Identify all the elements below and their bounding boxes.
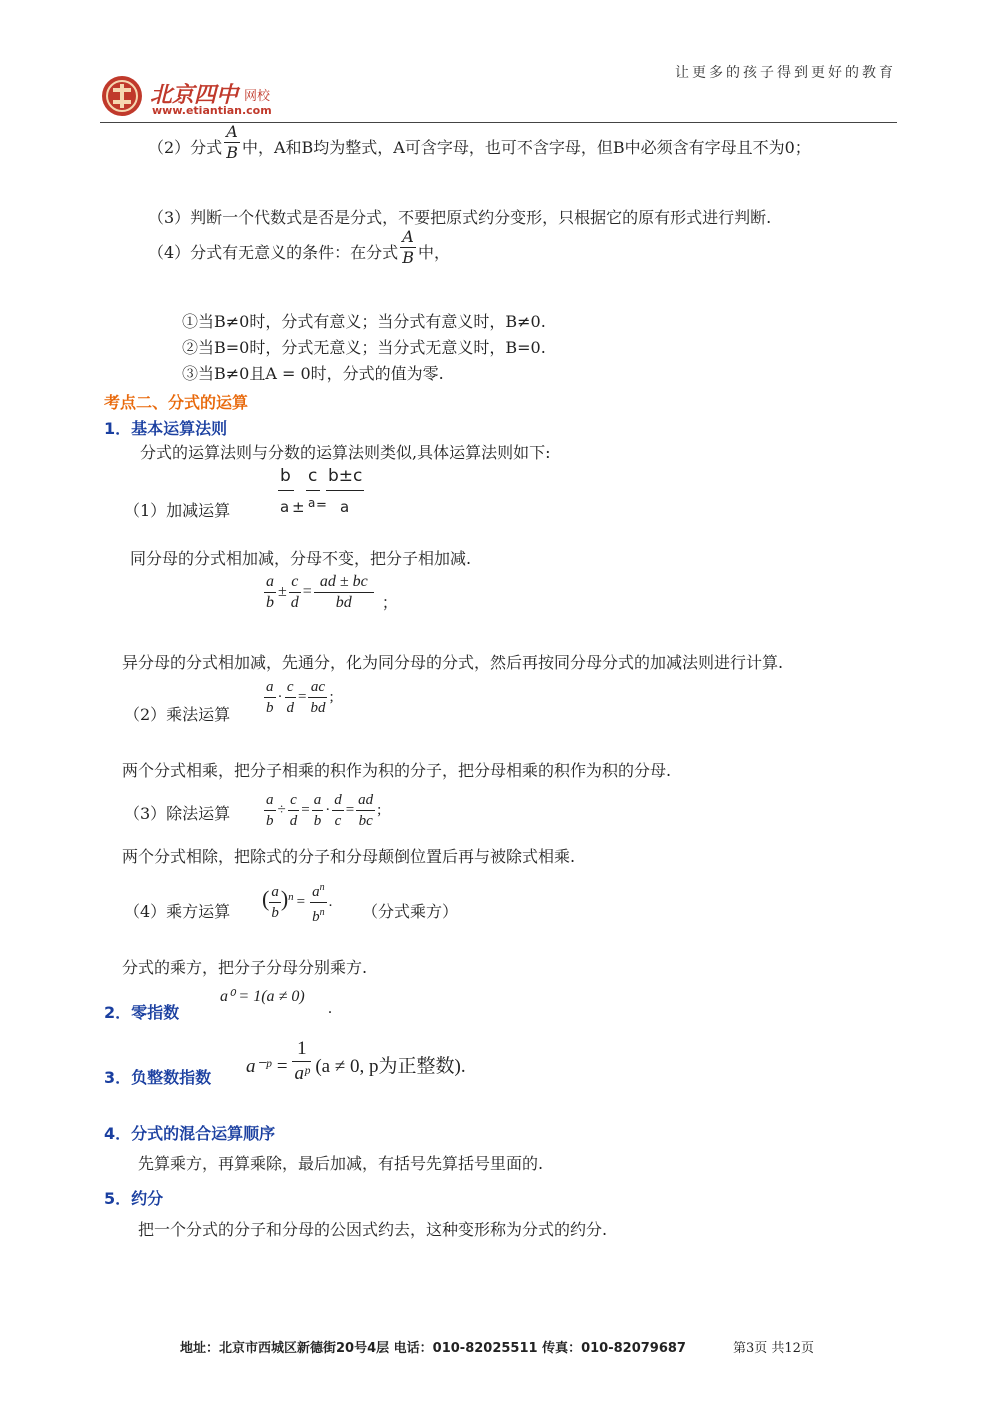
- frac-a-b: [264, 572, 276, 613]
- negative-exponent-formula: [246, 1037, 466, 1086]
- div-result: [356, 790, 375, 831]
- subsection-1-intro: 分式的运算法则与分数的运算法则类似,具体运算法则如下:: [140, 443, 551, 462]
- subsection-5-text: 把一个分式的分子和分母的公因式约去，这种变形称为分式的约分.: [138, 1220, 608, 1239]
- item-4-text-b: 中，: [417, 243, 450, 262]
- pow-result-num-exp: n: [319, 882, 325, 893]
- div-result-den: bc: [358, 813, 373, 829]
- pow-exp-n: n: [288, 890, 294, 903]
- condition-3: ③当B≠0且A = 0时，分式的值为零.: [182, 364, 444, 383]
- pow-result-den-b: b: [312, 909, 320, 925]
- mul-result-den: bd: [310, 700, 326, 716]
- fraction-a-over-b-2: [400, 227, 416, 268]
- diff-denom-rule: 异分母的分式相加减，先通分，化为同分母的分式，然后再按同分母分式的加减法则进行计算.: [122, 653, 784, 672]
- pow-result-num-a: a: [312, 884, 320, 900]
- condition-1: ①当B≠0时，分式有意义；当分式有意义时，B≠0.: [182, 312, 546, 331]
- neg-frac: [292, 1037, 311, 1086]
- div-semicolon: ;: [377, 801, 382, 818]
- div-result-num: ad: [356, 790, 375, 811]
- mul-dot: ·: [277, 688, 283, 705]
- div-den-c: c: [334, 813, 342, 829]
- mul-result-num: ac: [308, 677, 327, 698]
- item-2: [148, 122, 811, 169]
- pow-formula: [262, 878, 332, 927]
- pow-label: （4）乘方运算: [124, 902, 231, 921]
- fraction-denominator: B: [226, 143, 238, 162]
- pow-rparen: ): [280, 885, 289, 911]
- item-3: （3）判断一个代数式是否是分式，不要把原式约分变形，只根据它的原有形式进行判断.: [148, 208, 772, 227]
- pow-eq: =: [296, 893, 306, 910]
- logo-suffix: 网校: [244, 89, 271, 104]
- div-eq-1: =: [301, 801, 310, 818]
- fraction-denominator: B: [402, 248, 414, 267]
- div-den-d: d: [289, 813, 298, 829]
- add-eq: =: [316, 498, 327, 513]
- semicolon: ；: [381, 595, 398, 613]
- logo-name: 北京四中: [150, 82, 239, 108]
- div-num-c: c: [288, 790, 300, 811]
- add-pm: ±: [292, 498, 305, 516]
- mul-label: （2）乘法运算: [124, 705, 231, 724]
- fraction-a-over-b: [224, 122, 240, 163]
- den-d: d: [290, 594, 299, 611]
- frac-c-d: [289, 572, 301, 613]
- add-a3: a: [340, 498, 350, 516]
- mul-frac-c-d: [285, 677, 297, 718]
- result-den: bd: [335, 594, 352, 611]
- div-frac-a-b-2: [312, 790, 324, 831]
- item-2-text-a: （2）分式: [148, 138, 223, 157]
- mul-num-c: c: [285, 677, 297, 698]
- add-bar-2: [306, 490, 320, 491]
- div-label: （3）除法运算: [124, 804, 231, 823]
- footer-address: 地址：北京市西城区新德街20号4层 电话：010-82025511 传真：010-82079687: [180, 1341, 686, 1356]
- div-dot: ·: [325, 801, 331, 818]
- div-frac-c-d: [288, 790, 300, 831]
- num-c: c: [289, 572, 301, 593]
- mul-formula: [262, 677, 334, 718]
- diff-denom-formula: [262, 572, 398, 613]
- pow-result: [310, 878, 327, 927]
- add-formula: [278, 466, 378, 522]
- neg-condition: (a ≠ 0, p为正整数).: [315, 1055, 466, 1077]
- mul-den-b: b: [266, 700, 274, 716]
- subsection-2-title: 2．零指数: [104, 1003, 180, 1022]
- neg-den: aᵖ: [294, 1063, 310, 1084]
- fraction-numerator: A: [224, 122, 240, 143]
- div-formula: [262, 790, 381, 831]
- div-rule: 两个分式相除，把除式的分子和分母颠倒位置后再与被除式相乘.: [122, 847, 576, 866]
- pow-num-a: a: [269, 882, 281, 903]
- subsection-4-title: 4．分式的混合运算顺序: [104, 1124, 276, 1143]
- pow-note: （分式乘方）: [362, 902, 459, 921]
- condition-2: ②当B=0时，分式无意义；当分式无意义时，B=0.: [182, 338, 546, 357]
- add-b: b: [280, 466, 291, 486]
- mul-eq: =: [298, 688, 307, 705]
- add-c: c: [308, 466, 318, 486]
- section-title: 考点二、分式的运算: [104, 393, 249, 412]
- pow-lparen: (: [262, 885, 270, 911]
- div-frac-a-b: [264, 790, 276, 831]
- subsection-3-title: 3．负整数指数: [104, 1068, 212, 1087]
- div-eq-2: =: [345, 801, 355, 818]
- pow-den-b: b: [271, 905, 279, 921]
- pow-rule: 分式的乘方，把分子分母分别乘方.: [122, 958, 368, 977]
- div-den-b-2: b: [313, 813, 322, 829]
- neg-lhs: a⁻ᵖ =: [246, 1055, 289, 1077]
- zero-exponent-formula: a⁰ = 1(a ≠ 0): [220, 988, 305, 1005]
- pow-frac-a-b: [269, 882, 281, 923]
- fraction-numerator: A: [400, 227, 416, 248]
- num-a: a: [264, 572, 276, 593]
- pow-result-den-exp: n: [319, 907, 325, 918]
- mul-rule: 两个分式相乘，把分子相乘的积作为积的分子，把分母相乘的积作为积的分母.: [122, 761, 672, 780]
- slogan: 让更多的孩子得到更好的教育: [675, 65, 896, 81]
- subsection-5-title: 5．约分: [104, 1189, 164, 1208]
- pow-dot: .: [328, 893, 333, 910]
- div-den-b: b: [266, 813, 274, 829]
- result-num: ad ± bc: [314, 572, 374, 593]
- pm-sign: ±: [278, 583, 287, 601]
- logo-emblem-icon: [100, 74, 144, 118]
- same-denom-rule: 同分母的分式相加减，分母不变，把分子相加减.: [130, 549, 472, 568]
- add-a2: a: [308, 496, 316, 510]
- subsection-1-title: 1．基本运算法则: [104, 419, 228, 438]
- add-bpc: b±c: [328, 466, 363, 486]
- mul-num-a: a: [264, 677, 276, 698]
- subsection-4-text: 先算乘方，再算乘除，最后加减，有括号先算括号里面的.: [138, 1154, 544, 1173]
- mul-result: [308, 677, 327, 718]
- frac-result: [314, 572, 374, 613]
- mul-frac-a-b: [264, 677, 276, 718]
- div-frac-d-c: [332, 790, 344, 831]
- item-4-text-a: （4）分式有无意义的条件：在分式: [148, 243, 399, 262]
- add-label: （1）加减运算: [124, 501, 231, 520]
- pow-result-num: [310, 878, 327, 903]
- item-2-text-b: 中，A和B均为整式，A可含字母，也可不含字母，但B中必须含有字母且不为0；: [241, 138, 811, 157]
- add-bar-1: [278, 490, 294, 491]
- den-b: b: [266, 594, 274, 611]
- item-4: [148, 227, 450, 274]
- add-a1: a: [280, 498, 290, 516]
- header-rule: [100, 122, 897, 123]
- logo: [100, 74, 290, 120]
- mul-semicolon: ;: [329, 688, 334, 705]
- div-num-a: a: [264, 790, 276, 811]
- add-bar-3: [326, 490, 364, 491]
- footer-page: 第3页 共12页: [733, 1341, 814, 1356]
- logo-url: www.etiantian.com: [152, 104, 272, 117]
- div-num-d: d: [332, 790, 344, 811]
- pow-result-den: [310, 903, 327, 927]
- div-num-a-2: a: [312, 790, 324, 811]
- zero-exponent-dot: .: [328, 1000, 332, 1017]
- neg-num: 1: [292, 1037, 311, 1062]
- mul-den-d: d: [286, 700, 294, 716]
- eq-sign: =: [302, 583, 312, 601]
- div-sign: ÷: [277, 801, 286, 818]
